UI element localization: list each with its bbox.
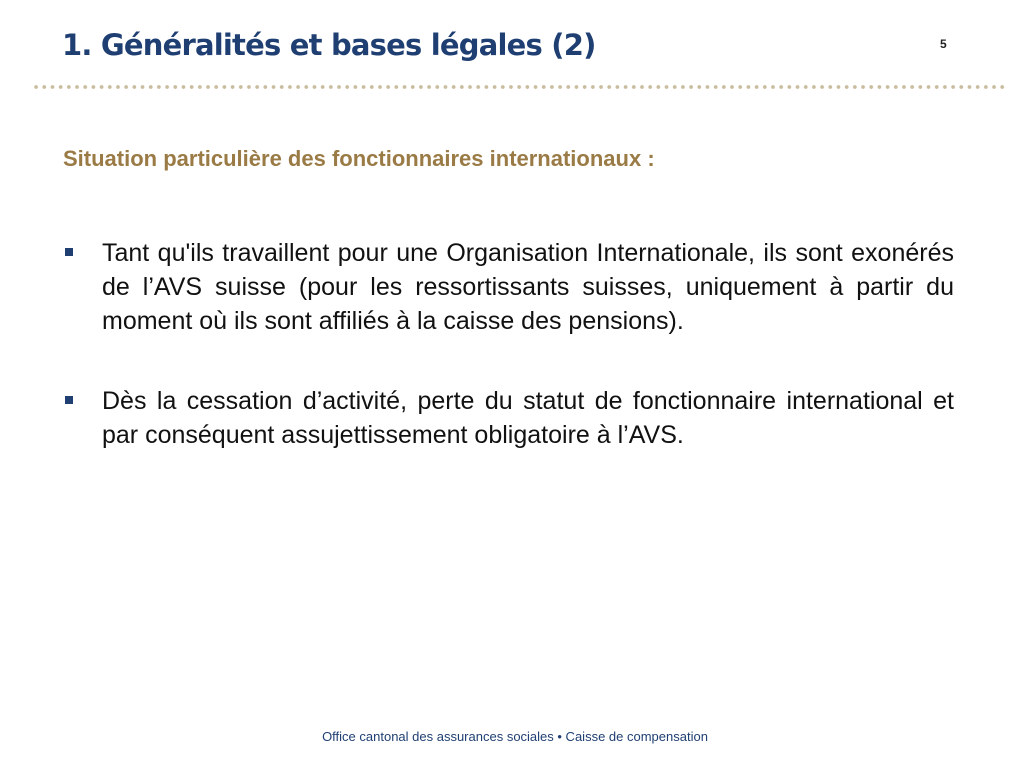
slide-title: 1. Généralités et bases légales (2) <box>62 28 596 62</box>
bullet-list <box>62 236 954 498</box>
dotted-divider <box>32 84 1008 90</box>
section-heading: Situation particulière des fonctionnaires internationaux : <box>63 146 655 171</box>
page-number: 5 <box>940 37 947 51</box>
square-bullet-icon <box>65 396 73 404</box>
bullet-text: Tant qu'ils travaillent pour une Organisation Internationale, ils sont exonérés de l’AVS suisse (pour les ressortissants suisses, uniquement à partir du moment où ils sont affiliés à la caisse des pensions). <box>102 239 954 335</box>
bullet-item <box>62 236 954 338</box>
bullet-text: Dès la cessation d’activité, perte du statut de fonctionnaire international et par conséquent assujettissement obligatoire à l’AVS. <box>102 387 954 449</box>
bullet-item <box>62 384 954 452</box>
footer-text: Office cantonal des assurances sociales • Caisse de compensation <box>322 729 708 744</box>
square-bullet-icon <box>65 248 73 256</box>
